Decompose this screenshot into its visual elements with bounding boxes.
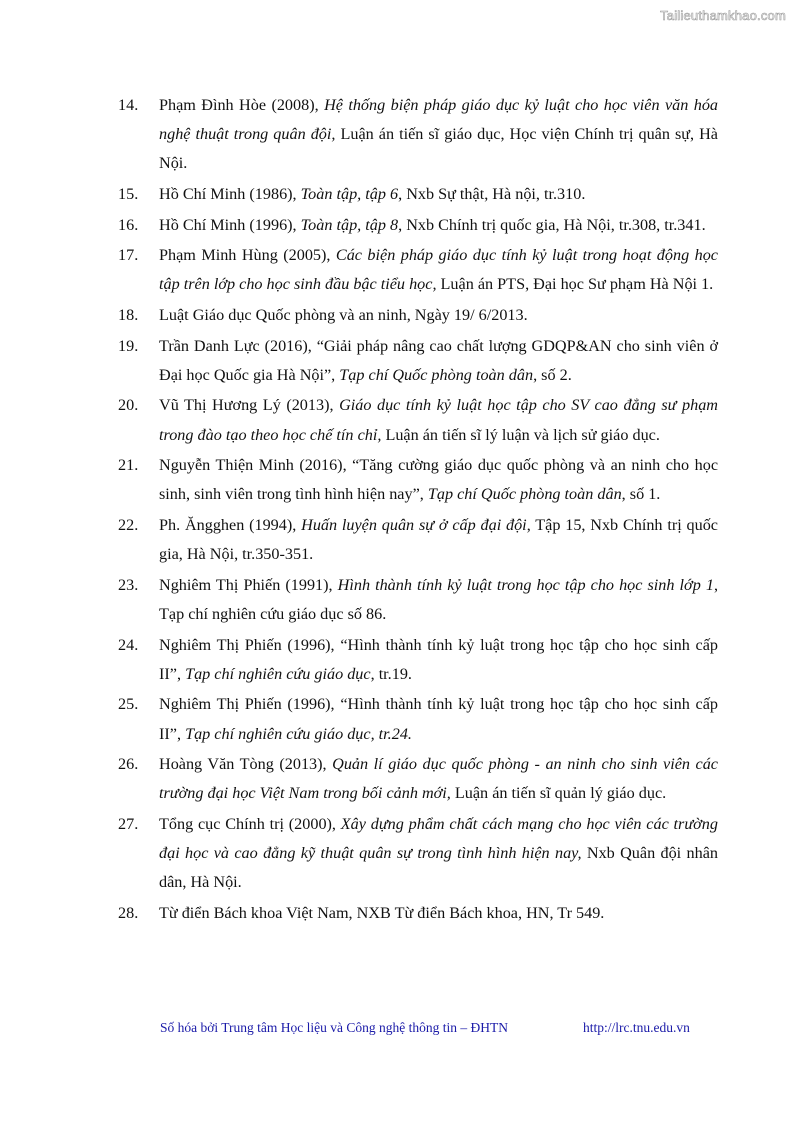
reference-segment: Hồ Chí Minh (1986),	[159, 185, 301, 203]
reference-text	[159, 511, 718, 569]
reference-segment: Nghiêm Thị Phiến (1996), “Hình thành tính kỷ luật trong học tập cho học sinh cấp II”,	[159, 695, 718, 743]
reference-segment: Tổng cục Chính trị (2000),	[159, 814, 341, 833]
reference-item	[118, 690, 718, 748]
reference-item	[118, 211, 718, 240]
reference-segment: , tr.19.	[370, 664, 412, 683]
reference-segment: Luật Giáo dục Quốc phòng và an ninh, Ngày 19/ 6/2013.	[159, 305, 528, 324]
reference-segment: Phạm Đình Hòe (2008),	[159, 96, 325, 114]
reference-title: Xây dựng phẩm chất cách mạng cho học viên các trường đại học và cao đẳng kỹ thuật quân sự trong tình hình hiện nay,	[159, 814, 718, 863]
reference-segment: , số 1.	[621, 485, 661, 504]
reference-text	[159, 91, 718, 179]
reference-text	[159, 690, 718, 748]
reference-segment: , số 2.	[533, 365, 572, 384]
reference-segment: , Tập 15, Nxb Chính trị quốc gia, Hà Nội, tr.350-351.	[159, 515, 718, 564]
reference-title: Toàn tập, tập 6	[300, 185, 399, 203]
reference-number: 24.	[118, 635, 139, 654]
reference-title: Tạp chí nghiên cứu giáo dục, tr.24.	[185, 724, 412, 743]
reference-text	[159, 241, 718, 299]
reference-segment: Luận án tiến sĩ lý luận và lịch sử giáo dục.	[381, 425, 660, 444]
reference-segment: Luận án tiến sĩ quản lý giáo dục.	[450, 784, 667, 803]
reference-title: Tạp chí Quốc phòng toàn dân	[427, 485, 622, 504]
reference-text	[159, 810, 718, 898]
reference-item	[118, 332, 718, 390]
reference-number: 21.	[118, 456, 139, 475]
reference-title: Hệ thống biện pháp giáo dục kỷ luật cho học viên văn hóa nghệ thuật trong quân đội,	[159, 96, 719, 144]
reference-segment: Luận án PTS, Đại học Sư phạm Hà Nội 1.	[436, 275, 714, 294]
reference-segment: Nxb Quân đội nhân dân, Hà Nội.	[159, 844, 718, 892]
reference-segment: , Tạp chí nghiên cứu giáo dục số 86.	[159, 575, 718, 623]
reference-segment: Phạm Minh Hùng (2005),	[159, 246, 336, 265]
reference-number: 20.	[118, 396, 139, 415]
reference-title: Toàn tập, tập 8	[300, 215, 399, 234]
reference-title: Quản lí giáo dục quốc phòng - an ninh cho sinh viên các trường đại học Việt Nam trong bối cảnh mới,	[159, 755, 718, 803]
reference-number: 19.	[118, 336, 139, 355]
reference-segment: , Nxb Chính trị quốc gia, Hà Nội, tr.308, tr.341.	[398, 215, 706, 234]
reference-number: 18.	[118, 305, 139, 324]
reference-title: Hình thành tính kỷ luật trong học tập cho học sinh lớp 1	[337, 575, 714, 594]
reference-number: 17.	[118, 246, 139, 265]
reference-segment: Nghiêm Thị Phiến (1996), “Hình thành tính kỷ luật trong học tập cho học sinh cấp II”,	[159, 635, 718, 683]
reference-number: 16.	[118, 215, 139, 234]
reference-text	[159, 301, 718, 330]
reference-item	[118, 750, 718, 808]
reference-text	[159, 571, 718, 629]
reference-item	[118, 241, 718, 299]
reference-text	[159, 750, 718, 808]
reference-number: 15.	[118, 185, 139, 203]
watermark: Tailieuthamkhao.com	[660, 8, 786, 23]
reference-segment: Nguyễn Thiện Minh (2016), “Tăng cường giáo dục quốc phòng và an ninh cho học sinh, sinh viên trong tình hình hiện nay”,	[159, 456, 718, 504]
reference-item	[118, 810, 718, 898]
footer-link[interactable]: http://lrc.tnu.edu.vn	[583, 1020, 690, 1035]
reference-item	[118, 511, 718, 569]
reference-segment: Hồ Chí Minh (1996),	[159, 215, 301, 234]
reference-item	[118, 899, 718, 928]
reference-item	[118, 180, 718, 209]
reference-segment: Nghiêm Thị Phiến (1991),	[159, 575, 338, 594]
reference-title: Huấn luyện quân sự ở cấp đại đội	[301, 515, 527, 534]
reference-number: 23.	[118, 575, 139, 594]
reference-text	[159, 899, 718, 928]
reference-text	[159, 332, 718, 390]
reference-number: 22.	[118, 515, 139, 534]
reference-text	[159, 391, 718, 449]
reference-number: 25.	[118, 695, 139, 714]
reference-segment: Vũ Thị Hương Lý (2013),	[159, 396, 340, 415]
footer-left: Số hóa bởi Trung tâm Học liệu và Công nghệ thông tin – ĐHTN	[160, 1020, 509, 1035]
reference-segment: , Nxb Sự thật, Hà nội, tr.310.	[398, 185, 586, 203]
reference-item	[118, 391, 718, 449]
reference-segment: Trần Danh Lực (2016), “Giải pháp nâng cao chất lượng GDQP&AN cho sinh viên ở Đại học Quốc gia Hà Nội”,	[159, 336, 718, 384]
reference-title: Giáo dục tính kỷ luật học tập cho SV cao đẳng sư phạm trong đào tạo theo học chế tín chỉ,	[159, 396, 718, 444]
reference-number: 27.	[118, 814, 139, 833]
reference-segment: Từ điển Bách khoa Việt Nam, NXB Từ điển Bách khoa, HN, Tr 549.	[159, 903, 605, 922]
reference-item	[118, 631, 718, 689]
reference-text	[159, 211, 718, 240]
reference-number: 14.	[118, 96, 139, 114]
reference-text	[159, 631, 718, 689]
reference-text	[159, 451, 718, 509]
reference-segment: Ph. Ăngghen (1994),	[159, 515, 302, 534]
reference-title: Tạp chí Quốc phòng toàn dân	[339, 365, 534, 384]
reference-item	[118, 301, 718, 330]
reference-text	[159, 180, 718, 209]
reference-number: 26.	[118, 755, 139, 774]
reference-title: Các biện pháp giáo dục tính kỷ luật trong hoạt động học tập trên lớp cho học sinh đầu bậc tiểu học,	[159, 246, 718, 294]
reference-number: 28.	[118, 903, 139, 922]
reference-segment: Hoàng Văn Tòng (2013),	[159, 755, 333, 774]
reference-item	[118, 451, 718, 509]
reference-list	[118, 91, 718, 930]
reference-title: Tạp chí nghiên cứu giáo dục	[185, 664, 371, 683]
reference-segment: Luận án tiến sĩ giáo dục, Học viện Chính trị quân sự, Hà Nội.	[159, 125, 718, 173]
reference-item	[118, 571, 718, 629]
reference-item	[118, 91, 718, 179]
